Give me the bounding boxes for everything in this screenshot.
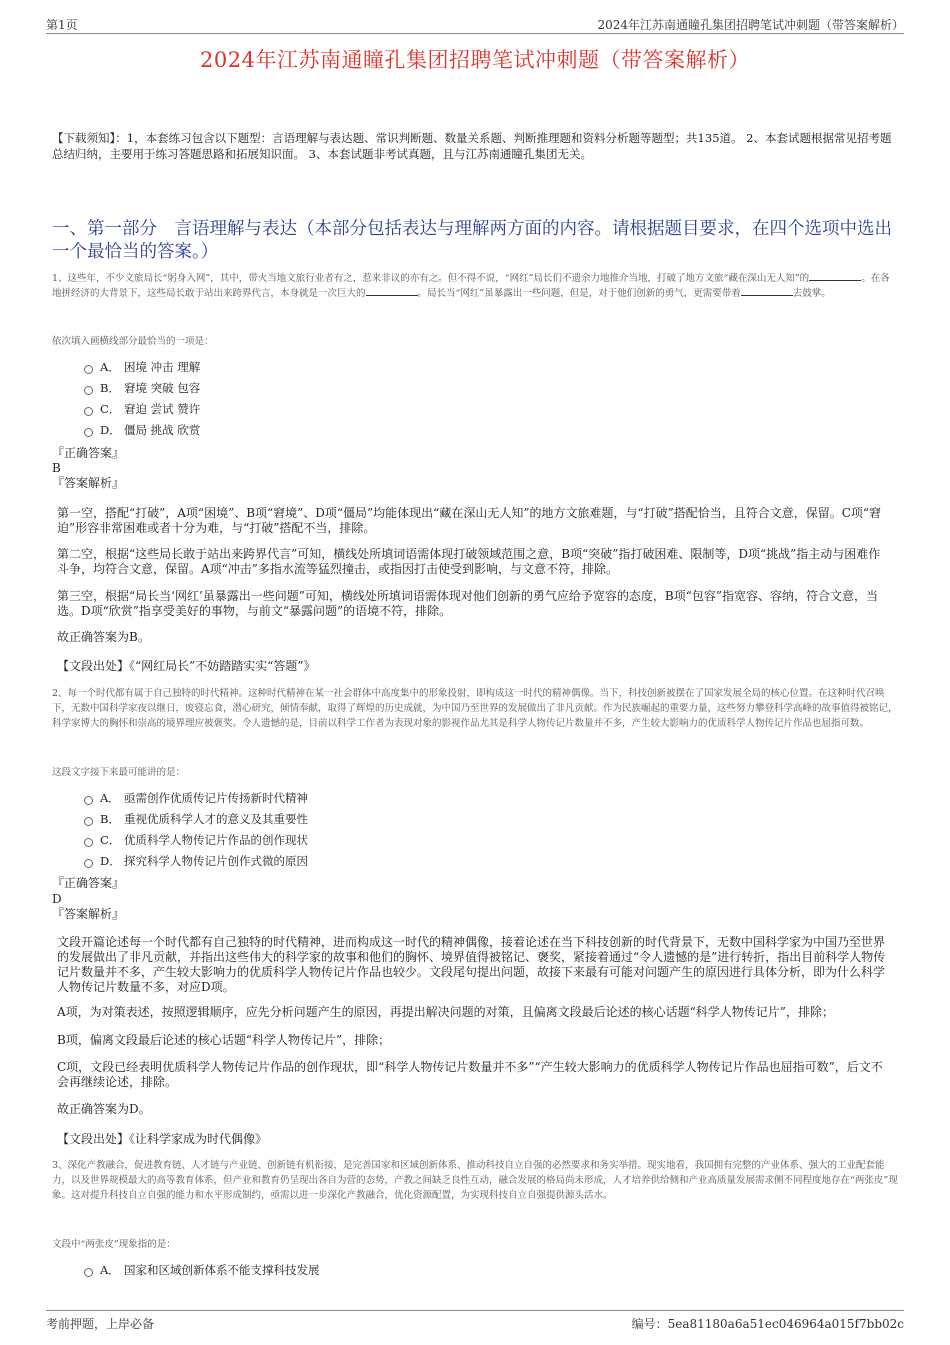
radio-icon[interactable]	[84, 838, 93, 847]
radio-icon[interactable]	[84, 817, 93, 826]
option-c[interactable]: C． 优质科学人物传记片作品的创作现状	[84, 830, 308, 851]
option-d[interactable]: D． 僵局 挑战 欣赏	[84, 420, 200, 441]
footer-slogan: 考前押题，上岸必备	[46, 1317, 155, 1331]
analysis-conclusion: 故正确答案为D。	[57, 1102, 151, 1116]
option-c[interactable]: C． 窘迫 尝试 赞许	[84, 399, 200, 420]
blank-1	[809, 271, 861, 281]
option-d[interactable]: D． 探究科学人物传记片创作式微的原因	[84, 851, 308, 872]
source-citation: 【文段出处】《让科学家成为时代偶像》	[57, 1132, 268, 1146]
answer-value: D	[52, 892, 62, 906]
document-title: 2024年江苏南通瞳孔集团招聘笔试冲刺题（带答案解析）	[200, 48, 750, 72]
footer-doc-id: 编号：5ea81180a6a51ec046964a015f7bb02c	[631, 1317, 904, 1331]
question-2-text: 2、每一个时代都有属于自己独特的时代精神。这种时代精神在某一社会群体中高度集中的形象投射，即构成这一时代的精神偶像。当下，科技创新被摆在了国家发展全局的核心位置。在这种时代召唤下，无数中国科学家夜以继日，废寝忘食，潜心研究，倾情奉献，取得了辉煌的历史成就，为中国乃至世界的发展做出了非凡贡献。作为民族崛起的重要力量，这些努力攀登科学高峰的故事值得被铭记，科学家博大的胸怀和崇高的境界理应被褒奖。令人遗憾的是，目前以科学工作者为表现对象的影视作品尤其是科学人物传记片数量并不多，产生较大影响力的优质科学人物传记片作品也屈指可数。	[52, 688, 898, 729]
question-1-text: 1、这些年，不少文旅局长“躬身入网”，其中，带火当地文旅行业者有之，惹来非议的亦有之。但不得不说，“网红”局长们不遗余力地推介当地，打破了地方文旅“藏在深山无人知”的 。在各地拼经济的大背景下，这些局长敢于站出来跨界代言，本身就是一次巨大的 。局长当“网红”虽暴露出一些问题，但是，对于他们创新的勇气，更需要带着 去鼓掌。	[52, 273, 890, 299]
question-3-options	[84, 1260, 320, 1281]
answer-label: 『正确答案』	[52, 446, 125, 460]
question-2-prompt: 这段文字接下来最可能讲的是：	[52, 767, 186, 778]
analysis-label: 『答案解析』	[52, 476, 125, 490]
radio-icon[interactable]	[84, 428, 93, 437]
radio-icon[interactable]	[84, 796, 93, 805]
analysis-paragraph: B项，偏离文段最后论述的核心话题“科学人物传记片”，排除；	[57, 1033, 391, 1047]
blank-3	[741, 286, 793, 296]
analysis-paragraph: C项，文段已经表明优质科学人物传记片作品的创作现状，即“科学人物传记片数量并不多”“产生较大影响力的优质科学人物传记片作品也屈指可数”，后文不会再继续论述，排除。	[57, 1060, 883, 1089]
option-a[interactable]: A． 困境 冲击 理解	[84, 357, 200, 378]
blank-2	[366, 286, 418, 296]
analysis-paragraph: 文段开篇论述每一个时代都有自己独特的时代精神，进而构成这一时代的精神偶像，接着论述在当下科技创新的时代背景下，无数中国科学家为中国乃至世界的发展做出了非凡贡献，并指出这些伟大的科学家的故事和他们的胸怀、境界值得被铭记、褒奖，紧接着通过“令人遗憾的是”进行转折，指出目前科学人物传记片数量并不多，产生较大影响力的优质科学人物传记片作品也较少。文段尾句提出问题，故接下来最有可能对问题产生的原因进行具体分析，即为什么科学人物传记片数量不多，对应D项。	[57, 935, 886, 994]
header-doc-title: 2024年江苏南通瞳孔集团招聘笔试冲刺题（带答案解析）	[597, 18, 904, 32]
radio-icon[interactable]	[84, 407, 93, 416]
answer-value: B	[52, 461, 61, 475]
source-citation: 【文段出处】《“网红局长”不妨踏踏实实“答题”》	[57, 659, 316, 673]
analysis-paragraph: 第二空，根据“这些局长敢于站出来跨界代言”可知，横线处所填词语需体现打破领域范围之意，B项“突破”指打破困难、限制等，D项“挑战”指主动与困难作斗争，均符合文意，保留。A项“冲击”多指水流等猛烈撞击，或指因打击使受到影响，与文意不符，排除。	[57, 547, 881, 576]
page-header	[46, 14, 904, 34]
answer-label: 『正确答案』	[52, 876, 125, 890]
option-b[interactable]: B． 重视优质科学人才的意义及其重要性	[84, 809, 308, 830]
section-heading: 一、第一部分 言语理解与表达（本部分包括表达与理解两方面的内容。请根据题目要求，在四个选项中选出一个最恰当的答案。）	[52, 219, 892, 262]
analysis-paragraph: 第一空，搭配“打破”，A项“困境”、B项“窘境”、D项“僵局”均能体现出“藏在深山无人知”的地方文旅难题，与“打破”搭配恰当，且符合文意，保留。C项“窘迫”形容非常困难或者十分为难，与“打破”搭配不当，排除。	[57, 506, 882, 535]
question-3-text: 3、深化产教融合，促进教育链、人才链与产业链、创新链有机衔接，是完善国家和区域创新体系、推动科技自立自强的必然要求和务实举措。现实地看，我国拥有完整的产业体系、强大的工业配套能力，以及世界规模最大的高等教育体系，但产业和教育仍呈现出各自为营的态势，产教之间缺乏良性互动，融合发展的格局尚未形成，人才培养供给侧和产业高质量发展需求侧不同程度地存在“两张皮”现象。这对提升科技自立自强的能力和水平形成制约，亟需以进一步深化产教融合，优化资源配置，为实现科技自立自强提供源头活水。	[52, 1160, 898, 1201]
analysis-label: 『答案解析』	[52, 907, 125, 921]
analysis-paragraph: A项，为对策表述，按照逻辑顺序，应先分析问题产生的原因，再提出解决问题的对策，且偏离文段最后论述的核心话题“科学人物传记片”，排除；	[57, 1005, 834, 1019]
radio-icon[interactable]	[84, 365, 93, 374]
option-a[interactable]: A． 亟需创作优质传记片传扬新时代精神	[84, 788, 308, 809]
radio-icon[interactable]	[84, 859, 93, 868]
download-notice: 【下载须知】：1，本套练习包含以下题型：言语理解与表达题、常识判断题、数量关系题、判断推理题和资料分析题等题型；共135道。 2、本套试题根据常见招考题总结归纳，主要用于练习答题思路和拓展知识面。 3、本套试题非考试真题，且与江苏南通瞳孔集团无关。	[52, 131, 892, 161]
analysis-paragraph: 第三空，根据“局长当‘网红’虽暴露出一些问题”可知，横线处所填词语需体现对他们创新的勇气应给予宽容的态度，B项“包容”指宽容、容纳，符合文意，当选。D项“欣赏”指享受美好的事物，与前文“暴露问题”的语境不符，排除。	[57, 589, 878, 618]
analysis-conclusion: 故正确答案为B。	[57, 630, 150, 644]
option-a[interactable]: A． 国家和区域创新体系不能支撑科技发展	[84, 1260, 320, 1281]
question-2-options	[84, 788, 308, 872]
radio-icon[interactable]	[84, 386, 93, 395]
question-1-prompt: 依次填入画横线部分最恰当的一项是：	[52, 336, 214, 347]
radio-icon[interactable]	[84, 1268, 93, 1277]
option-b[interactable]: B． 窘境 突破 包容	[84, 378, 200, 399]
page-number: 第1页	[46, 18, 78, 32]
question-1-options	[84, 357, 200, 441]
question-3-prompt: 文段中“两张皮”现象指的是：	[52, 1239, 176, 1250]
page-footer	[46, 1310, 904, 1332]
